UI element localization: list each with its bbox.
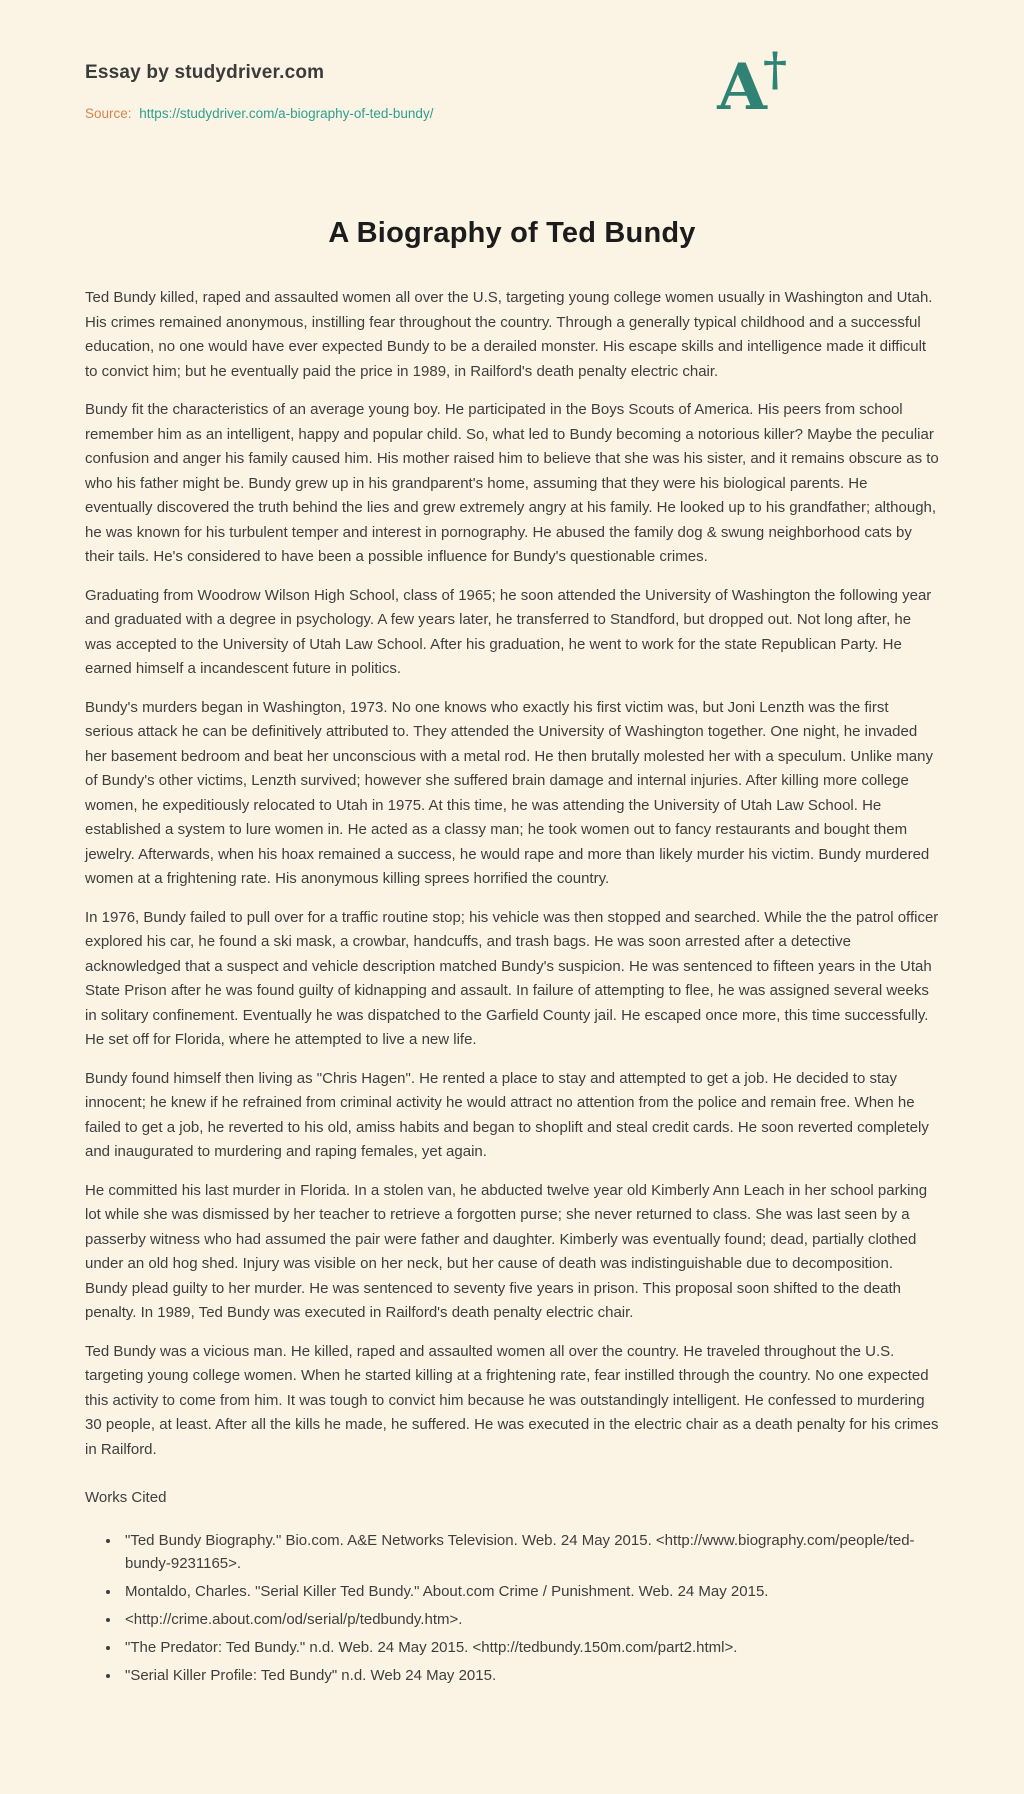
citation-item-5: • "Serial Killer Profile: Ted Bundy" n.d. Web 24 May 2015.: [121, 1664, 939, 1687]
essay-paragraph-5: In 1976, Bundy failed to pull over for a traffic routine stop; his vehicle was then stopped and searched. While the the patrol officer explored his car, he found a ski mask, a crowbar, handcuffs, and trash bags. He was soon arrested after a detective acknowledged that a suspect and vehicle description matched Bundy's suspicion. He was sentenced to fifteen years in the Utah State Prison after he was found guilty of kidnapping and assault. In failure of attempting to flee, he was assigned several weeks in solitary confinement. Eventually he was dispatched to the Garfield County jail. He escaped once more, this time successfully. He set off for Florida, where he attempted to live a new life.: [85, 908, 939, 1048]
citation-item-3: • <http://crime.about.com/od/serial/p/tedbundy.htm>.: [121, 1608, 939, 1631]
essay-paragraph-7: He committed his last murder in Florida. In a stolen van, he abducted twelve year old Kimberly Ann Leach in her school parking lot while she was dismissed by her teacher to retrieve a forgotten purse; she never returned to class. She was last seen by a passerby witness who had assumed the pair were father and daughter. Kimberly was eventually found; dead, partially clothed under an old hog shed. Injury was visible on her neck, but her cause of death was indistinguishable due to decomposition. Bundy plead guilty to her murder. He was sentenced to seventy five years in prison. This proposal soon shifted to the death penalty. In 1989, Ted Bundy was executed in Railford's death penalty electric chair.: [85, 1181, 928, 1321]
essay-paragraph-3: Graduating from Woodrow Wilson High School, class of 1965; he soon attended the University of Washington the following year and graduated with a degree in psychology. A few years later, he transferred to Standford, but dropped out. Not long after, he was accepted to the University of Utah Law School. After his graduation, he went to work for the state Republican Party. He earned himself a incandescent future in politics.: [85, 586, 932, 677]
logo-letter-a: A: [717, 50, 767, 125]
essay-title: A Biography of Ted Bundy: [328, 217, 696, 249]
citation-item-4: • "The Predator: Ted Bundy." n.d. Web. 24 May 2015. <http://tedbundy.150m.com/part2.html>.: [121, 1636, 939, 1659]
citation-item-1: • "Ted Bundy Biography." Bio.com. A&E Networks Television. Web. 24 May 2015. <http://www.biography.com/people/ted-bundy-9231165>.: [121, 1529, 939, 1575]
logo-dagger-icon: †: [762, 42, 787, 96]
citations-list: [121, 1529, 939, 1687]
essay-paragraph-6: Bundy found himself then living as "Chris Hagen". He rented a place to stay and attempted to get a job. He decided to stay innocent; he knew if he refrained from criminal activity he would attract no attention from the police and remain free. When he failed to get a job, he reverted to his old, amiss habits and began to shoplift and steal credit cards. He soon reverted completely and inaugurated to murdering and raping females, yet again.: [85, 1069, 929, 1160]
essay-paragraph-2: Bundy fit the characteristics of an average young boy. He participated in the Boys Scouts of America. His peers from school remember him as an intelligent, happy and popular child. So, what led to Bundy becoming a notorious killer? Maybe the peculiar confusion and anger his family caused him. His mother raised him to believe that she was his sister, and it remains obscure as to who his father might be. Bundy grew up in his grandparent's home, assuming that they were his biological parents. He eventually discovered the truth behind the lies and grew extremely angry at his family. He looked up to his grandfather; although, he was known for his turbulent temper and interest in pornography. He abused the family dog & swung neighborhood cats by their tails. He's considered to have been a possible influence for Bundy's questionable crimes.: [85, 401, 939, 565]
header-left: [85, 62, 433, 121]
source-line: [85, 106, 433, 121]
works-cited-heading: Works Cited: [85, 1489, 167, 1506]
studydriver-logo: [717, 42, 791, 125]
essay-body: [85, 217, 939, 1687]
page-header: [85, 42, 939, 125]
essay-paragraph-1: Ted Bundy killed, raped and assaulted women all over the U.S, targeting young college women usually in Washington and Utah. His crimes remained anonymous, instilling fear throughout the country. Through a generally typical childhood and a successful education, no one would have ever expected Bundy to be a derailed monster. His escape skills and intelligence made it difficult to convict him; but he eventually paid the price in 1989, in Railford's death penalty electric chair.: [85, 289, 933, 380]
citation-item-2: • Montaldo, Charles. "Serial Killer Ted Bundy." About.com Crime / Punishment. Web. 24 May 2015.: [121, 1580, 939, 1603]
source-label: Source:: [85, 106, 132, 121]
essay-paragraph-8: Ted Bundy was a vicious man. He killed, raped and assaulted women all over the country. He traveled throughout the U.S. targeting young college women. When he started killing at a frightening rate, fear instilled through the country. No one expected this activity to come from him. It was tough to convict him because he was outstandingly intelligent. He confessed to murdering 30 people, at least. After all the kills he made, he suffered. He was executed in the electric chair as a death penalty for his crimes in Railford.: [85, 1342, 939, 1458]
source-link[interactable]: https://studydriver.com/a-biography-of-ted-bundy/: [139, 106, 434, 121]
essay-paragraph-4: Bundy's murders began in Washington, 1973. No one knows who exactly his first victim was, but Joni Lenzth was the first serious attack he can be definitively attributed to. They attended the University of Washington together. One night, he invaded her basement bedroom and beat her unconscious with a metal rod. He then brutally molested her with a speculum. Unlike many of Bundy's other victims, Lenzth survived; however she suffered brain damage and internal injuries. After killing more college women, he expeditiously relocated to Utah in 1975. At this time, he was attending the University of Utah Law School. He established a system to lure women in. He acted as a classy man; he took women out to fancy restaurants and bought them jewelry. Afterwards, when his hoax remained a success, he would rape and more than likely murder his victim. Bundy murdered women at a frightening rate. His anonymous killing sprees horrified the country.: [85, 698, 933, 887]
header-title: Essay by studydriver.com: [85, 62, 325, 83]
